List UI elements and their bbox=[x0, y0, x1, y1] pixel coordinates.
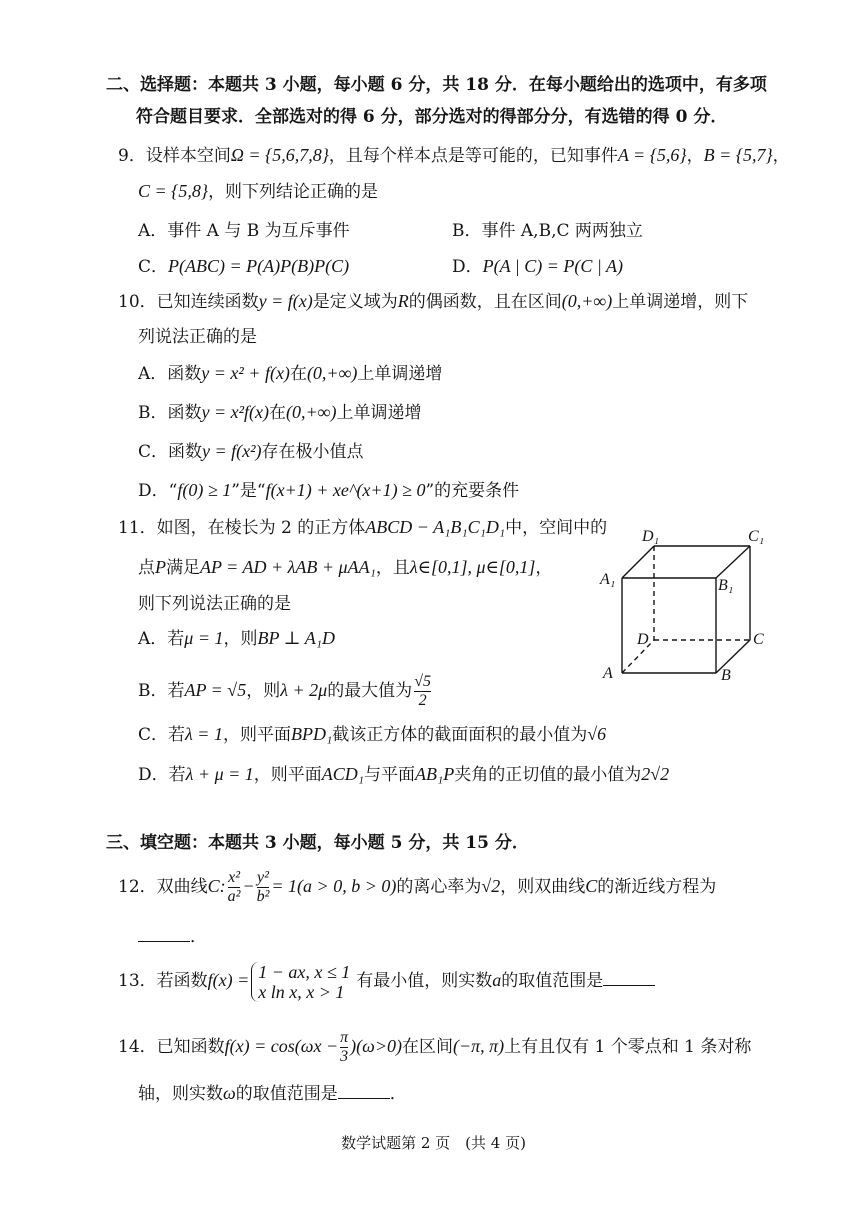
q12-numerator-y: y² bbox=[257, 869, 269, 886]
q11-option-a-result: BP ⊥ A₁D bbox=[257, 628, 335, 648]
q14-omega: ω bbox=[223, 1083, 236, 1103]
q11-t4: 满足 bbox=[166, 558, 200, 578]
q14-numerator: π bbox=[340, 1029, 349, 1046]
q9-event-c: C = {5,8} bbox=[138, 181, 209, 201]
q10-t1: 已知连续函数 bbox=[156, 292, 259, 312]
q10-stem-line-1 bbox=[118, 290, 748, 313]
q9-option-c-expr: P(ABC) = P(A)P(B)P(C) bbox=[168, 256, 350, 276]
label-a: A bbox=[603, 665, 613, 682]
edge-b1-c1 bbox=[716, 546, 750, 578]
q11-number: 11． bbox=[118, 518, 157, 538]
q11-option-b-expr: λ + 2μ bbox=[280, 680, 328, 700]
q12-fraction-x bbox=[228, 869, 241, 906]
q10-option-d-cond-2: f(x+1) + xe^(x+1) ≥ 0 bbox=[265, 480, 426, 500]
q11-option-d-value: 2√2 bbox=[641, 764, 670, 784]
q14-t3: 上有且仅有 1 个零点和 1 条对称 bbox=[504, 1037, 752, 1057]
label-c1: C₁ bbox=[748, 528, 765, 545]
q14-number: 14． bbox=[118, 1037, 157, 1057]
q10-option-a-label: A．函数 bbox=[138, 364, 202, 384]
q12-denominator-a: a² bbox=[227, 888, 241, 905]
page-footer: 数学试题第 2 页 (共 4 页) bbox=[341, 1134, 526, 1152]
q10-option-b-expr: y = x²f(x) bbox=[201, 402, 269, 422]
q9-event-a: A = {5,6} bbox=[617, 145, 687, 165]
q12-curve-name: C bbox=[207, 876, 220, 896]
q10-t3: 的偶函数，且在区间 bbox=[408, 292, 562, 312]
section-2-heading-line-2: 符合题目要求．全部选对的得 6 分，部分选对的得部分分，有选错的得 0 分． bbox=[136, 107, 728, 127]
q11-option-a-cond: μ = 1 bbox=[184, 628, 224, 648]
q10-t2: 是定义域为 bbox=[312, 292, 398, 312]
q9-sep: ， bbox=[686, 146, 704, 166]
q10-option-c-expr: y = f(x²) bbox=[202, 441, 262, 461]
q11-option-b-label: B．若 bbox=[138, 681, 185, 701]
q11-option-b-cond: AP = √5 bbox=[184, 680, 247, 700]
q14-function: f(x) = cos(ωx − bbox=[224, 1036, 339, 1056]
q10-option-b-interval: (0,+∞) bbox=[286, 402, 337, 422]
q10-option-b-end: 上单调递增 bbox=[336, 403, 422, 423]
q11-t3: 点 bbox=[138, 558, 155, 578]
q10-t4: 上单调递增，则下 bbox=[612, 292, 749, 312]
q10-option-c-end: 存在极小值点 bbox=[261, 442, 364, 462]
q10-option-a-interval: (0,+∞) bbox=[306, 363, 358, 383]
q10-option-a-mid: 在 bbox=[289, 364, 307, 384]
q9-option-d-expr: P(A | C) = P(C | A) bbox=[482, 256, 624, 276]
q11-option-c-label: C．若 bbox=[138, 725, 186, 745]
q11-option-d-mid: ，则平面 bbox=[253, 765, 322, 785]
q11-option-a-mid: ，则 bbox=[223, 629, 258, 649]
q11-option-d-label: D．若 bbox=[138, 765, 186, 785]
q11-t6: ， bbox=[535, 558, 553, 578]
section-2-heading-line-1: 二、选择题：本题共 3 小题，每小题 6 分，共 18 分．在每小题给出的选项中，有多项 bbox=[106, 75, 767, 95]
q11-option-d-plane-2: AB₁P bbox=[415, 764, 455, 784]
q12-end: ． bbox=[190, 927, 207, 947]
q9-stem-line-2 bbox=[138, 180, 378, 203]
q11-option-b-mid: ，则 bbox=[246, 681, 281, 701]
q10-option-d-end: ”的充要条件 bbox=[425, 481, 520, 501]
q9-option-d bbox=[452, 255, 623, 278]
q11-option-c-end: 截该正方体的截面面积的最小值为 bbox=[332, 725, 588, 745]
q11-parameter-range: λ∈[0,1], μ∈[0,1] bbox=[409, 557, 536, 577]
q13-param-a: a bbox=[492, 970, 502, 990]
q10-option-a-expr: y = x² + f(x) bbox=[201, 363, 290, 383]
q12-t4: 的渐近线方程为 bbox=[597, 877, 717, 897]
q14-fraction bbox=[340, 1029, 348, 1066]
q10-option-c-label: C．函数 bbox=[138, 442, 203, 462]
q14-denominator: 3 bbox=[340, 1048, 349, 1065]
q11-t2: 中，空间中的 bbox=[505, 518, 608, 538]
q10-option-d-label: D．“ bbox=[138, 481, 178, 501]
q14-line-2a: 轴，则实数 bbox=[138, 1084, 223, 1104]
q12-stem-line-2 bbox=[138, 925, 207, 948]
q12-fraction-y bbox=[257, 869, 270, 906]
label-c: C bbox=[753, 631, 764, 648]
q13-t1: 若函数 bbox=[156, 971, 208, 991]
q11-option-b bbox=[138, 670, 433, 711]
q14-answer-blank[interactable] bbox=[338, 1082, 390, 1099]
q13-answer-blank[interactable] bbox=[603, 969, 655, 986]
q12-t2: 的离心率为 bbox=[396, 877, 482, 897]
q9-mid: ，且每个样本点是等可能的，已知事件 bbox=[328, 146, 618, 166]
q14-line-2b: 的取值范围是 bbox=[235, 1084, 338, 1104]
q12-stem-line-1 bbox=[118, 866, 716, 907]
label-d1: D₁ bbox=[642, 528, 660, 545]
q9-option-a: A．事件 A 与 B 为互斥事件 bbox=[138, 221, 350, 241]
q11-option-d bbox=[138, 763, 669, 786]
q11-t1: 如图，在棱长为 2 的正方体 bbox=[156, 518, 366, 538]
q14-condition: )(ω>0) bbox=[350, 1036, 402, 1056]
q11-option-b-end: 的最大值为 bbox=[327, 681, 413, 701]
q12-t3: ，则双曲线 bbox=[500, 877, 586, 897]
q12-equation-rest: = 1(a > 0, b > 0) bbox=[271, 876, 397, 896]
q9-number: 9． bbox=[118, 146, 146, 166]
label-a1: A₁ bbox=[600, 571, 616, 588]
q9-option-c-label: C． bbox=[138, 257, 169, 277]
q12-minus: − bbox=[242, 876, 255, 896]
q12-colon: : bbox=[219, 876, 226, 896]
q11-option-a-label: A．若 bbox=[138, 629, 185, 649]
q10-option-b bbox=[138, 401, 421, 424]
q12-number: 12． bbox=[118, 877, 157, 897]
q10-option-d-cond-1: f(0) ≥ 1 bbox=[177, 480, 232, 500]
q11-option-d-end: 夹角的正切值的最小值为 bbox=[454, 765, 642, 785]
q9-option-d-label: D． bbox=[452, 257, 483, 277]
cube-figure bbox=[595, 520, 780, 690]
q9-stem-end: ，则下列结论正确的是 bbox=[208, 182, 379, 202]
q13-case-1: 1 − ax, x ≤ 1 bbox=[258, 961, 351, 982]
q10-option-c bbox=[138, 440, 364, 463]
q11-stem-line-1 bbox=[118, 516, 607, 539]
q11-option-c-plane: BPD₁ bbox=[290, 724, 333, 744]
q14-t2: 在区间 bbox=[401, 1037, 453, 1057]
q14-stem-line-1 bbox=[118, 1024, 751, 1069]
q11-option-a bbox=[138, 627, 335, 650]
q11-option-c bbox=[138, 723, 606, 746]
section-3-heading: 三、填空题：本题共 3 小题，每小题 5 分，共 15 分． bbox=[106, 833, 529, 853]
q13-t3: 的取值范围是 bbox=[501, 971, 604, 991]
q14-interval: (−π, π) bbox=[452, 1036, 505, 1056]
q12-t1: 双曲线 bbox=[156, 877, 208, 897]
q10-option-d bbox=[138, 479, 519, 502]
q14-t1: 已知函数 bbox=[156, 1037, 225, 1057]
q14-end: ． bbox=[389, 1084, 407, 1104]
label-d: D bbox=[637, 631, 649, 648]
q13-function: f(x) = bbox=[207, 970, 250, 990]
q11-stem-line-2 bbox=[138, 556, 552, 579]
q13-number: 13． bbox=[118, 971, 157, 991]
q11-option-d-mid-2: 与平面 bbox=[364, 765, 416, 785]
q12-denominator-b: b² bbox=[256, 888, 270, 905]
q11-option-b-denominator: 2 bbox=[418, 692, 427, 709]
q11-option-b-fraction bbox=[414, 673, 431, 710]
label-b1: B₁ bbox=[718, 577, 734, 594]
q9-lead: 设样本空间 bbox=[145, 146, 231, 166]
q11-option-c-mid: ，则平面 bbox=[222, 725, 291, 745]
q9-end: ， bbox=[772, 146, 790, 166]
q11-option-c-cond: λ = 1 bbox=[185, 724, 223, 744]
q12-eccentricity: √2 bbox=[481, 876, 501, 896]
q10-option-a-end: 上单调递增 bbox=[357, 364, 443, 384]
q10-interval: (0,+∞) bbox=[561, 291, 613, 311]
label-b: B bbox=[721, 667, 731, 684]
q13-piecewise bbox=[251, 962, 354, 1002]
q10-option-d-mid: ”是“ bbox=[231, 481, 266, 501]
q14-stem-line-2 bbox=[138, 1082, 407, 1105]
q11-t5: ，且 bbox=[375, 558, 410, 578]
q10-option-a bbox=[138, 362, 442, 385]
q13-case-2: x ln x, x > 1 bbox=[258, 981, 345, 1002]
q11-cube: ABCD − A₁B₁C₁D₁ bbox=[365, 517, 506, 537]
q10-option-b-label: B．函数 bbox=[138, 403, 202, 423]
q13-stem bbox=[118, 958, 655, 1003]
q11-option-b-numerator: √5 bbox=[414, 673, 431, 690]
q10-number: 10． bbox=[118, 292, 157, 312]
q10-function: y = f(x) bbox=[258, 291, 313, 311]
q12-curve-name-2: C bbox=[585, 876, 598, 896]
q10-stem-line-2: 列说法正确的是 bbox=[138, 327, 257, 347]
q9-event-b: B = {5,7} bbox=[703, 145, 773, 165]
q13-t2: 有最小值，则实数 bbox=[356, 971, 493, 991]
q9-stem-line-1 bbox=[118, 144, 790, 167]
q11-option-c-value: √6 bbox=[587, 724, 607, 744]
q11-vector-equation: AP = AD + λAB + μAA₁ bbox=[200, 557, 376, 577]
q12-numerator-x: x² bbox=[228, 869, 240, 886]
q9-sample-space: Ω = {5,6,7,8} bbox=[230, 145, 329, 165]
q11-stem-line-3: 则下列说法正确的是 bbox=[138, 594, 291, 614]
q9-option-c bbox=[138, 255, 349, 278]
q11-option-d-plane-1: ACD₁ bbox=[321, 764, 365, 784]
q11-point-p: P bbox=[155, 557, 166, 577]
q11-option-d-cond: λ + μ = 1 bbox=[185, 764, 254, 784]
q10-option-b-mid: 在 bbox=[269, 403, 286, 423]
q9-option-b: B．事件 A,B,C 两两独立 bbox=[452, 221, 643, 241]
edge-a1-d1 bbox=[622, 546, 654, 578]
q10-domain: R bbox=[397, 291, 409, 311]
q12-answer-blank[interactable] bbox=[138, 925, 190, 942]
